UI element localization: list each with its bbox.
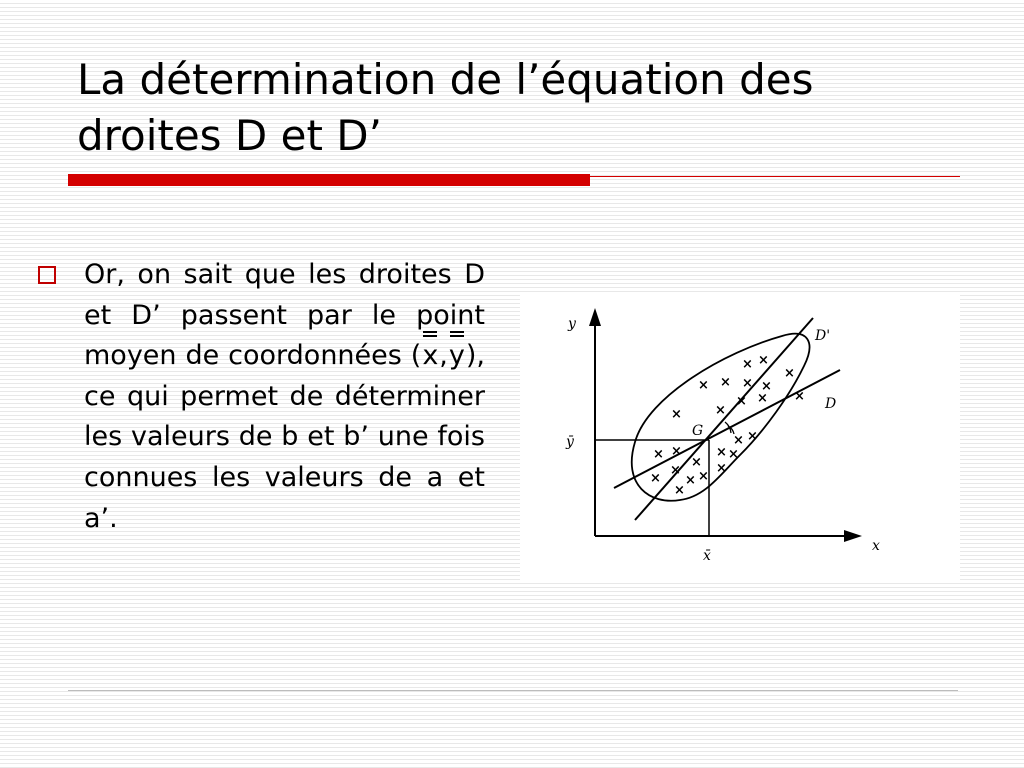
slide-title bbox=[77, 52, 977, 164]
data-point-marker: × bbox=[650, 471, 661, 486]
x-axis-label: x bbox=[872, 538, 880, 554]
y-axis-arrow-icon bbox=[589, 308, 601, 326]
square-bullet-icon bbox=[38, 266, 56, 284]
title-underline-red bbox=[68, 174, 590, 186]
data-point-marker: × bbox=[757, 391, 768, 406]
ybar-axis-label: ȳ bbox=[566, 434, 574, 450]
data-point-marker: × bbox=[716, 461, 727, 476]
x-axis-arrow-icon bbox=[844, 530, 862, 542]
line-Dprime-label: D' bbox=[815, 328, 831, 344]
data-point-marker: × bbox=[761, 379, 772, 394]
xbar-axis-label: x̄ bbox=[703, 548, 711, 564]
data-point-markers bbox=[650, 353, 805, 498]
footer-divider bbox=[68, 690, 958, 691]
x-double-bar-symbol: x bbox=[421, 336, 439, 377]
paragraph-text-start: Or, on sait que les droites D et D’ passent par le point moyen de coordonnées ( bbox=[84, 259, 485, 372]
data-point-marker: × bbox=[685, 473, 696, 488]
data-point-marker: × bbox=[671, 444, 682, 459]
title-line-1: La détermination de l’équation des bbox=[77, 55, 814, 104]
data-point-marker: × bbox=[742, 357, 753, 372]
data-point-marker: × bbox=[653, 447, 664, 462]
data-point-marker: × bbox=[716, 445, 727, 460]
title-underline-thin bbox=[590, 176, 960, 177]
data-point-marker: × bbox=[715, 403, 726, 418]
bullet-paragraph bbox=[84, 255, 485, 539]
data-point-marker: × bbox=[747, 429, 758, 444]
regression-lines-figure bbox=[520, 292, 960, 580]
data-point-marker: × bbox=[720, 375, 731, 390]
data-point-marker: × bbox=[670, 463, 681, 478]
paragraph-text-end: ), ce qui permet de déterminer les valeurs de b et b’ une fois connues les valeurs de a et a’. bbox=[84, 340, 485, 534]
data-point-marker: × bbox=[698, 378, 709, 393]
data-point-marker: × bbox=[728, 447, 739, 462]
data-point-marker: × bbox=[736, 394, 747, 409]
data-point-marker: × bbox=[794, 389, 805, 404]
mean-point-coordinates bbox=[421, 336, 466, 377]
coordinate-comma: , bbox=[439, 340, 448, 372]
data-point-marker: × bbox=[674, 483, 685, 498]
line-D-label: D bbox=[825, 396, 837, 412]
scatter-diagram-svg bbox=[520, 292, 960, 580]
data-point-marker: × bbox=[733, 433, 744, 448]
data-point-marker: × bbox=[671, 407, 682, 422]
data-point-marker: × bbox=[784, 366, 795, 381]
line-Dprime bbox=[635, 318, 813, 520]
data-point-marker: × bbox=[742, 376, 753, 391]
data-point-marker: × bbox=[691, 455, 702, 470]
y-axis-label: y bbox=[568, 316, 576, 332]
y-double-bar-symbol: y bbox=[448, 336, 466, 377]
data-point-marker: × bbox=[698, 469, 709, 484]
point-G-label: G bbox=[692, 423, 704, 439]
data-point-marker: × bbox=[758, 353, 769, 368]
title-line-2: droites D et D’ bbox=[77, 111, 382, 160]
